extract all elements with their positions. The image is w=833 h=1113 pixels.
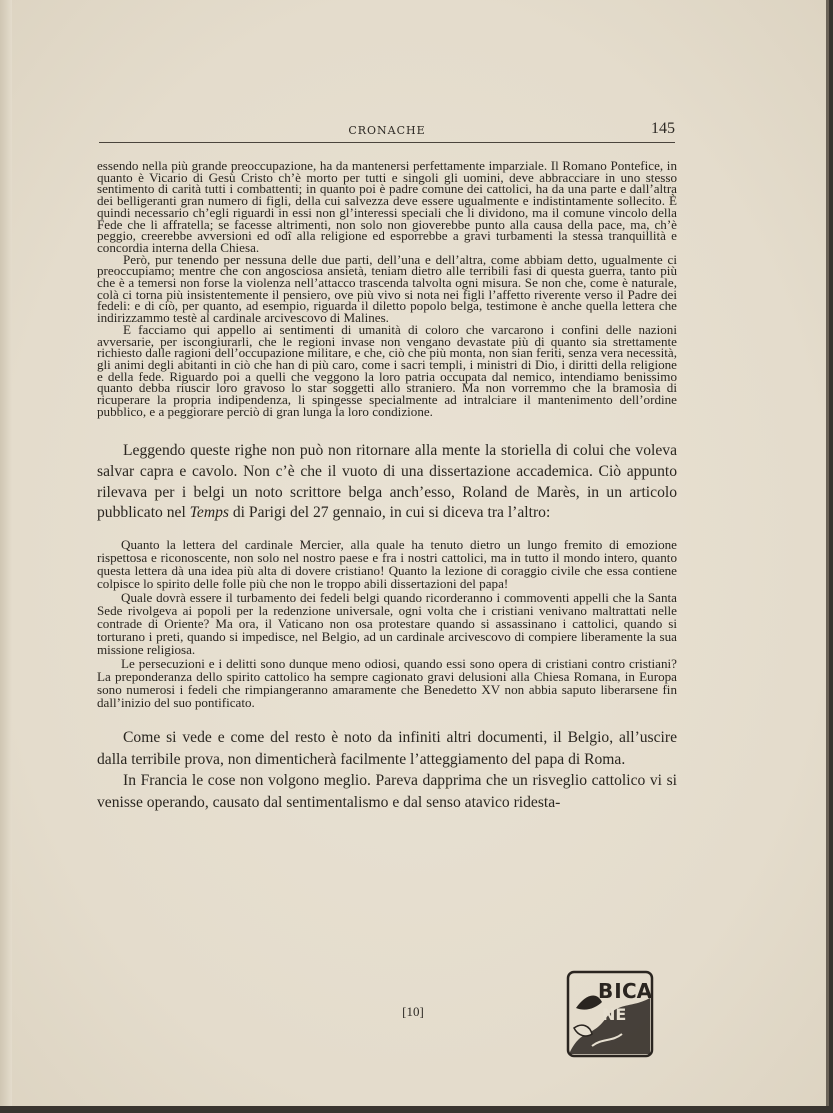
encyclical-excerpt: [97, 160, 677, 417]
newspaper-title: Temps: [189, 504, 229, 522]
library-stamp-logo: [562, 968, 658, 1060]
paragraph: In Francia le cose non volgono meglio. Pareva dapprima che un risveglio cattolico vi si venisse operando, causato dal sentimentalismo e dal senso atavico ridesta-: [97, 772, 677, 811]
svg-text:CA: CA: [622, 979, 653, 1003]
page-number: 145: [651, 120, 675, 137]
quote-paragraph: Quale dovrà essere il turbamento dei fedeli belgi quando ricorderanno i commoventi appelli che la Santa Sede rivolgeva ai popoli per la redenzione universale, ogni volta che i cristiani venivano maltrattati nelle contrade di Oriente? Ma ora, il Vaticano non osa protestare quando si assassinano i cattolici, quando si torturano i preti, quando si impedisce, nel Belgio, ad un cardinale arcivescovo di compiere liberamente la sua missione religiosa.: [97, 589, 677, 658]
svg-text:BI: BI: [598, 979, 623, 1003]
paragraph: essendo nella più grande preoccupazione, ha da mantenersi perfettamente imparziale. Il Romano Pontefice, in quanto è Vicario di Gesù Cristo ch’è morto per tutti e singoli gli uomini, deve abbracciare in uno stesso sentimento di carità tutti i combattenti; in quanto poi è padre comune dei cattolici, ha da una parte e dall’altra dei belligeranti gran numero di figli, della cui salvezza deve essere ugualmente e indistintamente sollecito. È quindi necessario ch’egli riguardi in essi non gl’interessi speciali che li dividono, ma il comune vincolo della Fede che li affratella; se facesse altrimenti, non solo non gioverebbe punto alla causa della pace, ma, ch’è peggio, creerebbe avversioni ed odî alla religione ed esporrebbe a gravi turbamenti la stessa tranquillità e concordia interna della Chiesa.: [97, 158, 677, 255]
commentary-section: [97, 727, 677, 813]
signature-mark: [10]: [402, 1004, 424, 1019]
page-header: [99, 120, 675, 143]
commentary-section: [97, 441, 677, 523]
paragraph-text: di Parigi del 27 gennaio, in cui si diceva tra l’altro:: [228, 504, 551, 522]
paragraph-text: Leggendo queste righe non può non ritornare alla mente la storiella di colui che voleva salvar capra e cavolo. Non c’è che il vuoto di una dissertazione accademica. Ciò appunto rilevava per i belgi un noto scrittore belga anch’esso, Roland de Marès, in un articolo pubblicato nel: [97, 442, 677, 522]
block-quote: [97, 538, 677, 710]
paragraph: Come si vede e come del resto è noto da infiniti altri documenti, il Belgio, all’uscire dalla terribile prova, non dimenticherà facilmente l’atteggiamento del papa di Roma.: [97, 729, 677, 768]
paragraph: Però, pur tenendo per nessuna delle due parti, dell’una e dell’altra, come abbiam detto, ugualmente ci preoccupiamo; mentre che con angosciosa ansietà, teniam dietro alle terribili fasi di questa guerra, tanto più che è a temersi non forse la violenza nell’attacco trascenda talvolta ogni misura. Se non che, come è naturale, colà ci torna più insistentemente il pensiero, ove più vivo si nota nei figli l’affetto riverente verso il Padre dei fedeli: e di ciò, per quanto, ad esempio, riguarda il diletto popolo belga, testimone è anche quella lettera che indirizzammo testè al cardinale arcivescovo di Malines.: [97, 251, 677, 326]
page-content: [97, 160, 677, 813]
page-spine-shadow: [0, 0, 12, 1106]
running-head: CRONACHE: [348, 124, 426, 137]
quote-paragraph: Quanto la lettera del cardinale Mercier, alla quale ha tenuto dietro un lungo fremito di emozione rispettosa e riconoscente, non solo nel nostro paese e fra i nostri cattolici, ma in tutto il mondo intero, quanto questa lettera dà una idea più alta di dovere cristiano! Quanto la lezione di coraggio civile che essa contiene colpisce lo spirito delle folle più che non le troppo abili dissertazioni del papa!: [97, 536, 677, 592]
paragraph: E facciamo qui appello ai sentimenti di umanità di coloro che varcarono i confini delle nazioni avversarie, per iscongiurarli, che le regioni invase non vengano devastate più di quanto sia strettamente richiesto dalle ragioni dell’occupazione militare, e che, ciò che più monta, non sian feriti, senza vera necessità, gli animi degli abitanti in ciò che han di più caro, come i sacri templi, i ministri di Dio, i diritti della religione e della fede. Riguardo poi a quelli che veggono la loro patria occupata dal nemico, intendiamo benissimo quanto debba riuscir loro gravoso lo star soggetti allo straniero. Ma non vorremmo che la bramosìa di ricuperare la propria indipendenza, li spingesse specialmente ad intralciare il mantenimento dell’ordine pubblico, e a peggiorare perciò di gran lunga la loro condizione.: [97, 321, 677, 419]
book-edge: [0, 1106, 833, 1113]
paragraph: [97, 441, 677, 523]
svg-text:NE: NE: [602, 1005, 627, 1024]
quote-paragraph: Le persecuzioni e i delitti sono dunque meno odiosi, quando essi sono opera di cristiani contro cristiani? La preponderanza dello spirito cattolico ha sempre cagionato gravi delusioni alla Chiesa Romana, in Europa sono numerosi i fedeli che rimpiangeranno amaramente che Benedetto XV non abbia saputo liberarsene fin dall’inizio del suo pontificato.: [97, 655, 677, 711]
